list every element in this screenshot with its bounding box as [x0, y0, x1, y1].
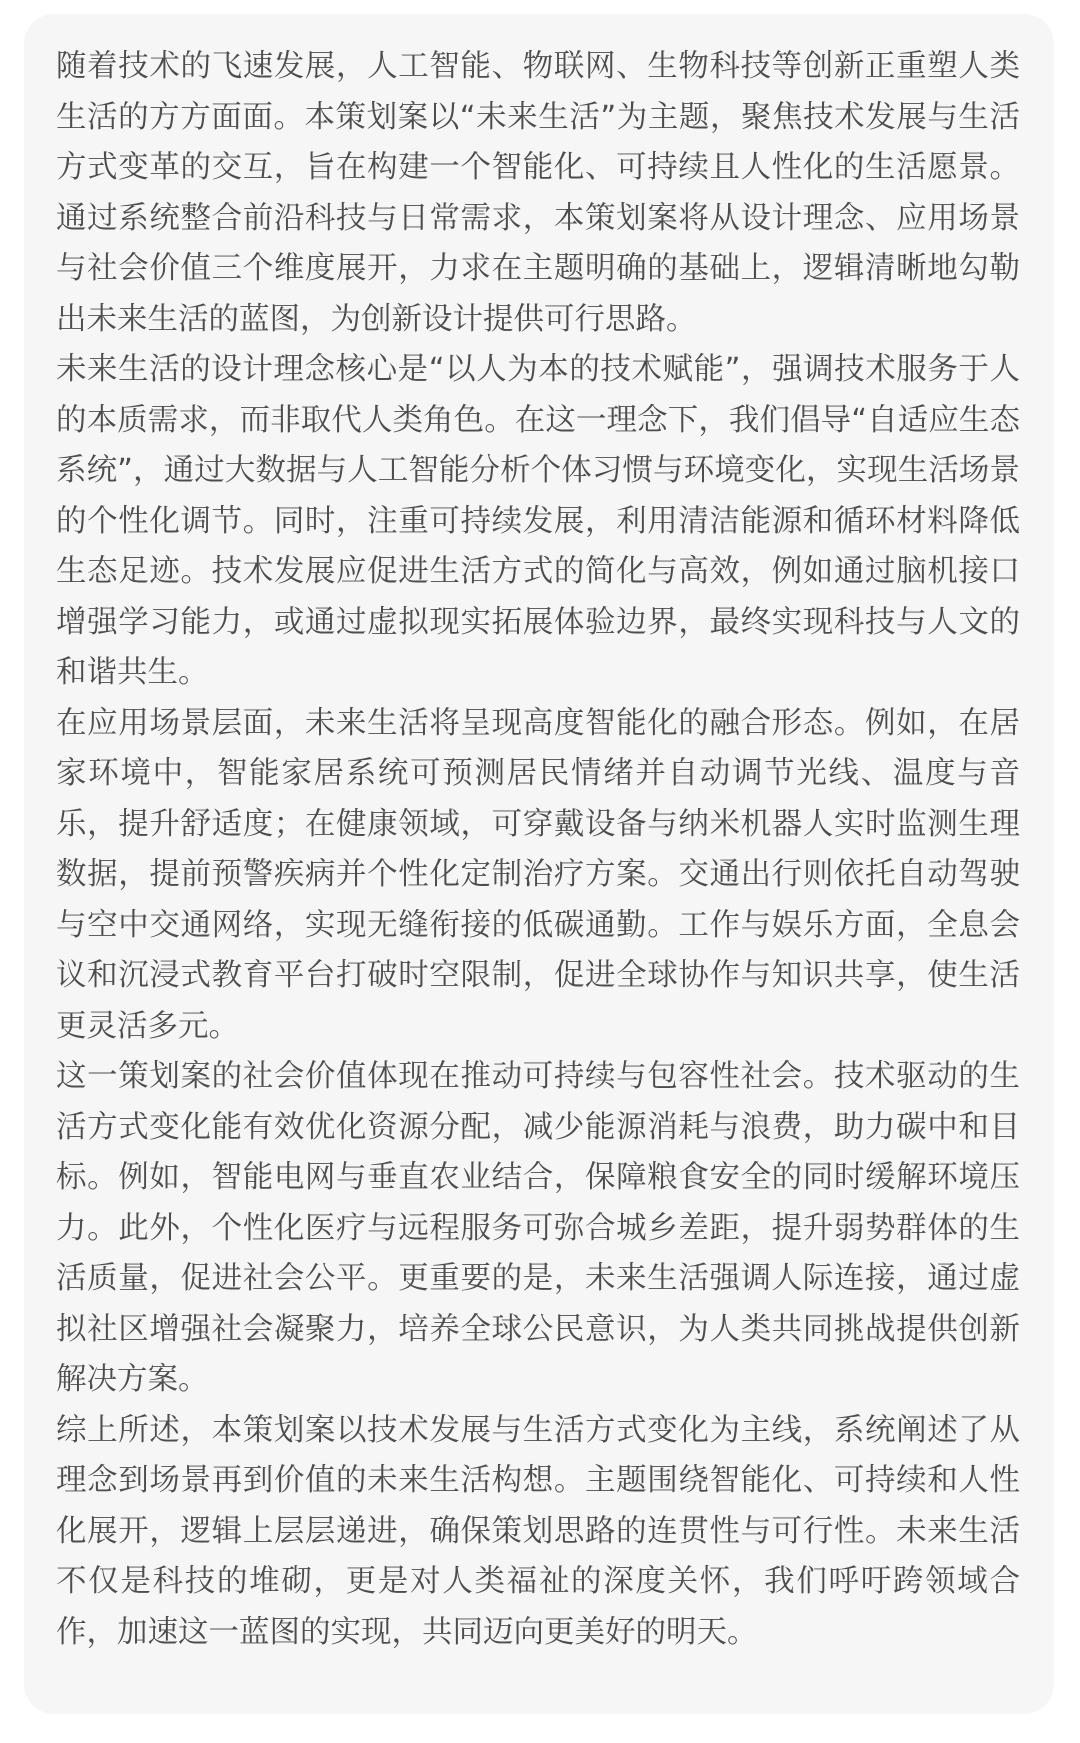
paragraph-application-scenarios: 在应用场景层面，未来生活将呈现高度智能化的融合形态。例如，在居家环境中，智能家居系统可预测居民情绪并自动调节光线、温度与音乐，提升舒适度；在健康领域，可穿戴设备与纳米机器人实时监测生理数据，提前预警疾病并个性化定制治疗方案。交通出行则依托自动驾驶与空中交通网络，实现无缝衔接的低碳通勤。工作与娱乐方面，全息会议和沉浸式教育平台打破时空限制，促进全球协作与知识共享，使生活更灵活多元。 — [56, 705, 1020, 1044]
text-card — [24, 14, 1054, 1714]
paragraph-conclusion: 综上所述，本策划案以技术发展与生活方式变化为主线，系统阐述了从理念到场景再到价值的未来生活构想。主题围绕智能化、可持续和人性化展开，逻辑上层层递进，确保策划思路的连贯性与可行性。未来生活不仅是科技的堆砌，更是对人类福祉的深度关怀，我们呼吁跨领域合作，加速这一蓝图的实现，共同迈向更美好的明天。 — [56, 1412, 1020, 1650]
paragraph-social-value: 这一策划案的社会价值体现在推动可持续与包容性社会。技术驱动的生活方式变化能有效优化资源分配，减少能源消耗与浪费，助力碳中和目标。例如，智能电网与垂直农业结合，保障粮食安全的同时缓解环境压力。此外，个性化医疗与远程服务可弥合城乡差距，提升弱势群体的生活质量，促进社会公平。更重要的是，未来生活强调人际连接，通过虚拟社区增强社会凝聚力，培养全球公民意识，为人类共同挑战提供创新解决方案。 — [56, 1059, 1020, 1397]
paragraph-intro: 随着技术的飞速发展，人工智能、物联网、生物科技等创新正重塑人类生活的方方面面。本策划案以“未来生活”为主题，聚焦技术发展与生活方式变革的交互，旨在构建一个智能化、可持续且人性化的生活愿景。通过系统整合前沿科技与日常需求，本策划案将从设计理念、应用场景与社会价值三个维度展开，力求在主题明确的基础上，逻辑清晰地勾勒出未来生活的蓝图，为创新设计提供可行思路。 — [56, 49, 1020, 337]
paragraph-design-concept: 未来生活的设计理念核心是“以人为本的技术赋能”，强调技术服务于人的本质需求，而非取代人类角色。在这一理念下，我们倡导“自适应生态系统”，通过大数据与人工智能分析个体习惯与环境变化，实现生活场景的个性化调节。同时，注重可持续发展，利用清洁能源和循环材料降低生态足迹。技术发展应促进生活方式的简化与高效，例如通过脑机接口增强学习能力，或通过虚拟现实拓展体验边界，最终实现科技与人文的和谐共生。 — [56, 352, 1020, 690]
